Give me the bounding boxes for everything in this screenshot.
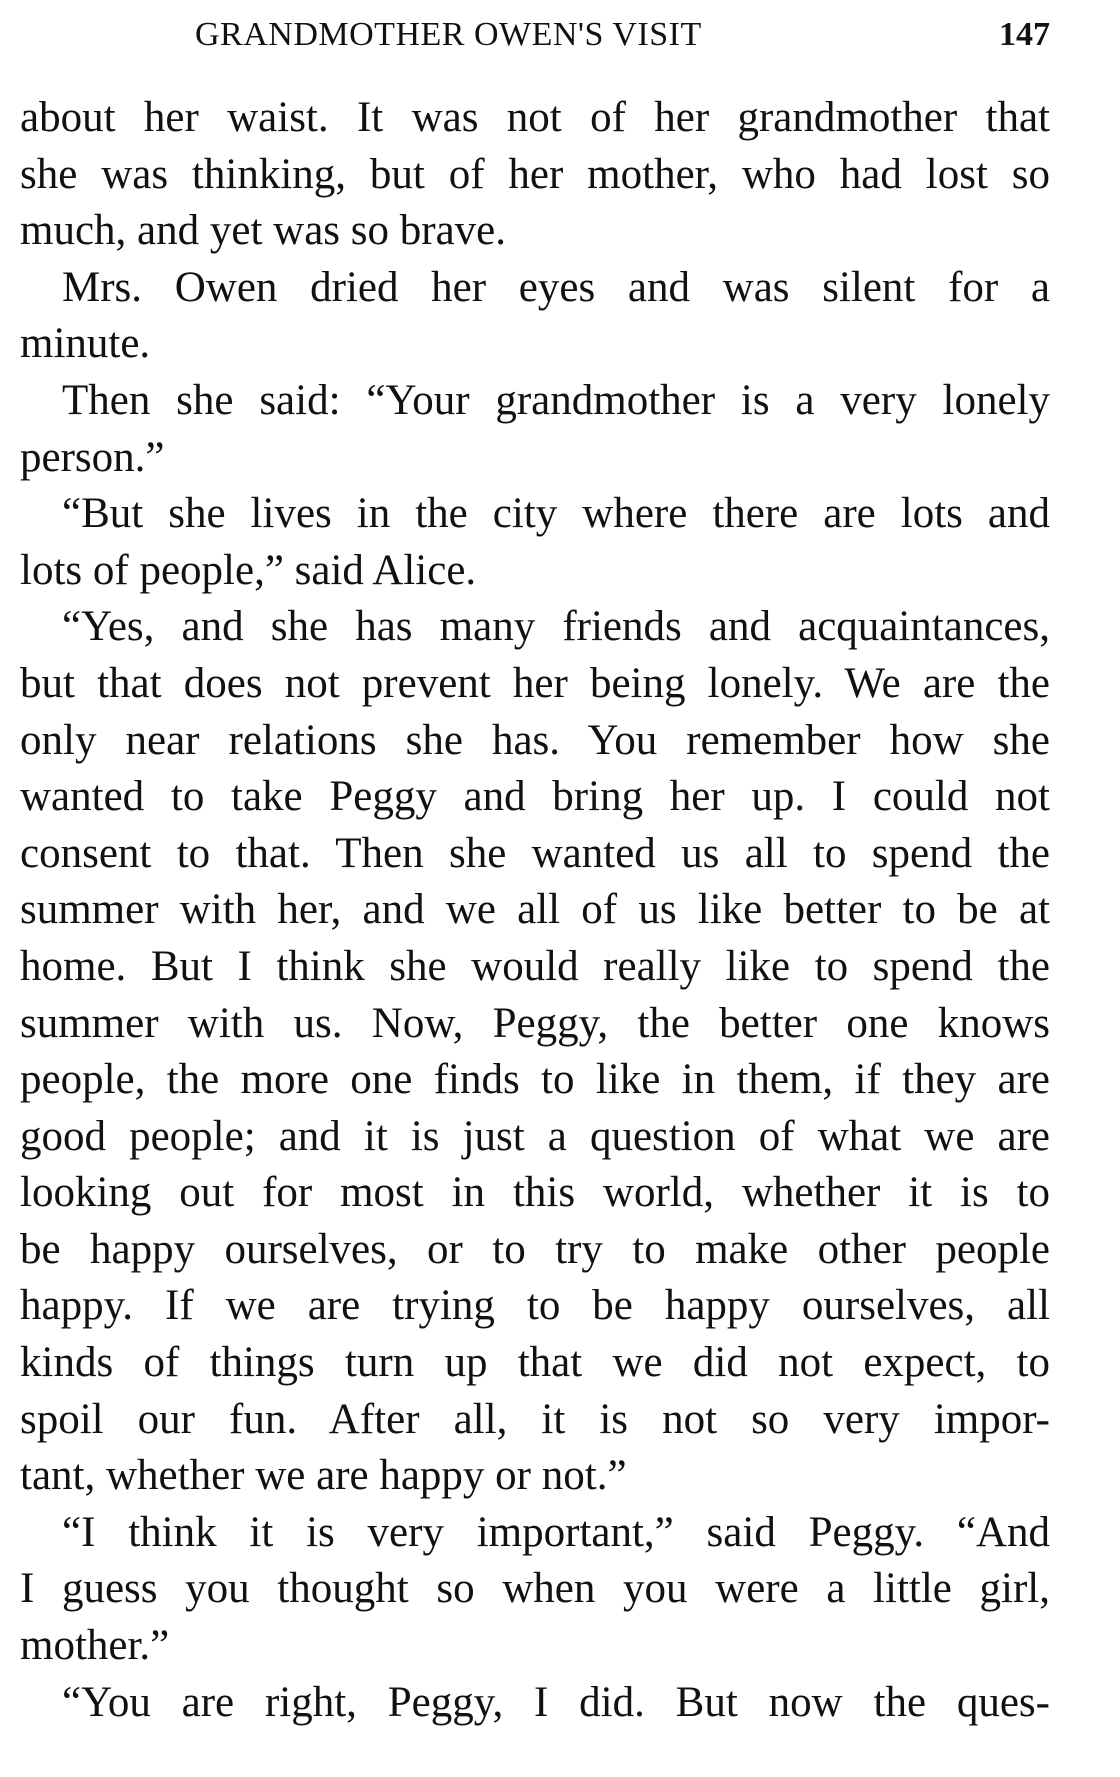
text-line: “Yes, and she has many friends and acquaintances, [62,603,1050,651]
text-line: only near relations she has. You remember how she [20,716,1050,764]
text-line: be happy ourselves, or to try to make other people [20,1225,1050,1273]
text-line: she was thinking, but of her mother, who had lost so [20,150,1050,198]
text-line: lots of people,” said Alice. [20,546,477,594]
body-text [20,90,1050,1731]
text-line: I guess you thought so when you were a little girl, [20,1565,1050,1613]
running-head [20,16,1050,66]
text-line: Mrs. Owen dried her eyes and was silent for a [62,263,1050,311]
text-line: people, the more one finds to like in them, if they are [20,1056,1050,1104]
page-number: 147 [999,16,1050,53]
text-line: happy. If we are trying to be happy ourselves, all [20,1282,1050,1330]
text-line: mother.” [20,1622,170,1670]
text-line: kinds of things turn up that we did not expect, to [20,1339,1050,1387]
text-line: tant, whether we are happy or not.” [20,1452,627,1500]
text-line: “I think it is very important,” said Peggy. “And [62,1508,1050,1556]
text-line: good people; and it is just a question of what we are [20,1112,1050,1160]
text-line: about her waist. It was not of her grandmother that [20,94,1050,141]
running-title: GRANDMOTHER OWEN'S VISIT [195,16,702,53]
text-line: minute. [20,320,151,368]
text-line: person.” [20,433,165,481]
text-line: but that does not prevent her being lonely. We are the [20,659,1050,707]
text-line: summer with us. Now, Peggy, the better one knows [20,999,1050,1047]
text-line: home. But I think she would really like to spend the [20,942,1050,990]
text-line: “You are right, Peggy, I did. But now the ques- [62,1678,1050,1726]
text-line: wanted to take Peggy and bring her up. I could not [20,773,1050,821]
text-line: much, and yet was so brave. [20,207,506,255]
text-line: summer with her, and we all of us like better to be at [20,886,1050,934]
text-line: spoil our fun. After all, it is not so very impor- [20,1395,1050,1443]
book-page [20,0,1050,1777]
text-line: consent to that. Then she wanted us all to spend the [20,829,1050,877]
text-line: “But she lives in the city where there are lots and [62,490,1050,538]
text-line: Then she said: “Your grandmother is a very lonely [62,376,1050,424]
text-line: looking out for most in this world, whether it is to [20,1169,1050,1217]
